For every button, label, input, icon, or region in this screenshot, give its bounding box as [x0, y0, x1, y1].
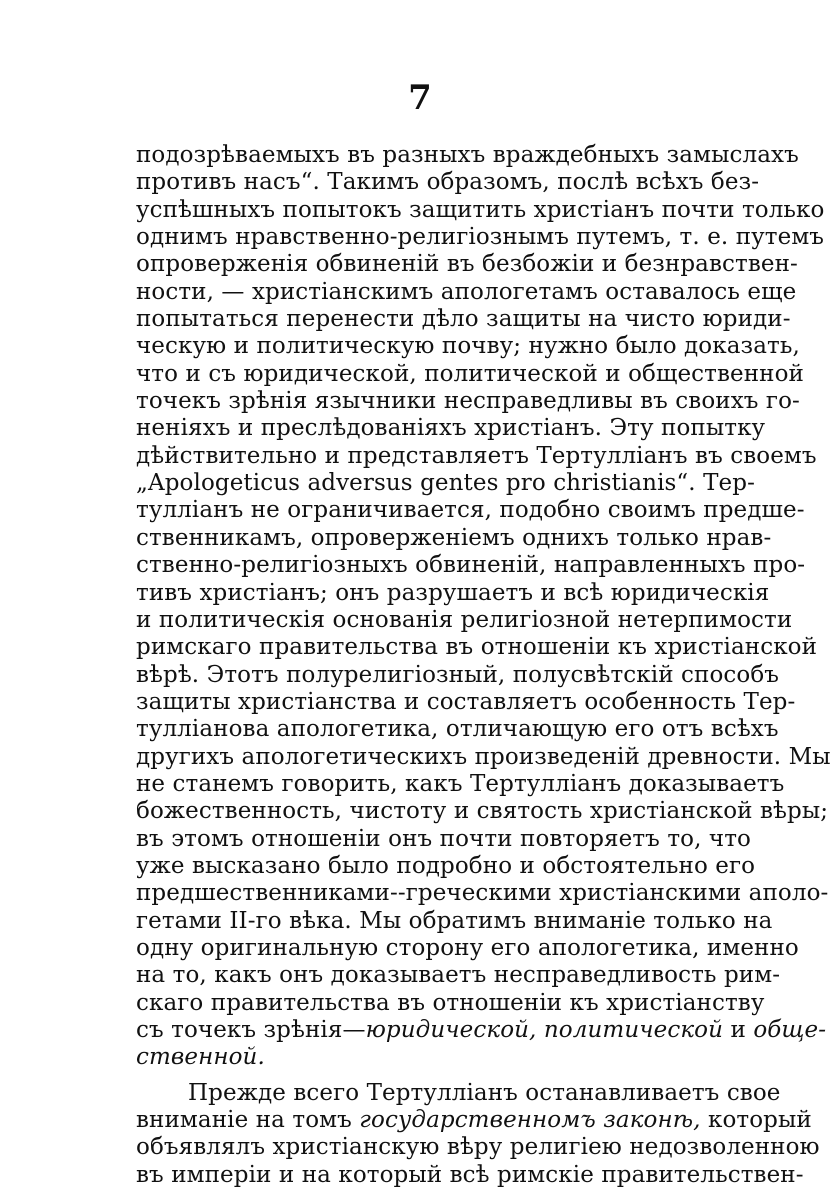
text-line: подозрѣваемыхъ въ разныхъ враждебныхъ замыслахъ	[136, 142, 799, 168]
text-line	[136, 1107, 812, 1134]
text-line: въ имперіи и на который всѣ римскіе правительствен-	[136, 1161, 804, 1188]
line-text: и	[730, 1017, 746, 1043]
italic-text: политической	[543, 1017, 724, 1043]
body-text	[136, 142, 831, 1189]
text-line: что и съ юридической, политической и общественной	[136, 360, 804, 387]
line-text: вниманіе на томъ	[136, 1107, 352, 1134]
text-line: въ этомъ отношеніи онъ почти повторяетъ то, что	[136, 825, 751, 852]
line-text: съ точекъ зрѣнія—	[136, 1017, 366, 1043]
text-line: точекъ зрѣнія язычники несправедливы въ своихъ го-	[136, 388, 800, 415]
italic-text: обще-	[753, 1017, 827, 1043]
text-line: успѣшныхъ попытокъ защитить христіанъ почти только	[136, 196, 825, 223]
text-line: дѣйствительно и представляетъ Тертулліанъ въ своемъ	[136, 442, 817, 469]
text-line: не станемъ говорить, какъ Тертулліанъ доказываетъ	[136, 770, 785, 797]
text-line: тулліанова апологетика, отличающую его отъ всѣхъ	[136, 716, 779, 743]
text-line: на то, какъ онъ доказываетъ несправедливость рим-	[136, 962, 781, 989]
page-number: 7	[408, 78, 432, 118]
text-line: другихъ апологетическихъ произведеній древности. Мы	[136, 743, 831, 770]
text-line: ственникамъ, опроверженіемъ однихъ только нрав-	[136, 524, 772, 551]
text-line: скаго правительства въ отношеніи къ христіанству	[136, 989, 765, 1016]
text-line: однимъ нравственно-религіознымъ путемъ, т. е. путемъ	[136, 224, 825, 251]
text-line: опроверженія обвиненій въ безбожіи и безнравствен-	[136, 251, 798, 278]
paragraph-1	[136, 142, 831, 1017]
text-line: противъ насъ“. Такимъ образомъ, послѣ всѣхъ без-	[136, 169, 760, 196]
italic-text: юридической,	[365, 1017, 537, 1043]
text-line: Прежде всего Тертулліанъ останавливаетъ свое	[188, 1079, 781, 1106]
text-line: ческую и политическую почву; нужно было доказать,	[136, 333, 800, 360]
text-line	[136, 1017, 827, 1044]
text-line: объявлялъ христіанскую вѣру религіею недозволенною	[136, 1134, 820, 1161]
text-line: неніяхъ и преслѣдованіяхъ христіанъ. Эту попытку	[136, 415, 766, 442]
text-line: „Apologeticus adversus gentes pro christianis“. Тер-	[136, 470, 755, 497]
paragraph-gap	[136, 1072, 726, 1080]
text-line: защиты христіанства и составляетъ особенность Тер-	[136, 688, 796, 715]
text-line: гетами II-го вѣка. Мы обратимъ вниманіе только на	[136, 907, 773, 934]
text-line: вѣрѣ. Этотъ полурелигіозный, полусвѣтскій способъ	[136, 661, 780, 688]
text-line: ности, — христіанскимъ апологетамъ оставалось еще	[136, 278, 797, 305]
text-line: попытаться перенести дѣло защиты на чисто юриди-	[136, 306, 791, 333]
text-line: римскаго правительства въ отношеніи къ христіанской	[136, 634, 818, 661]
text-line: уже высказано было подробно и обстоятельно его	[136, 852, 756, 879]
text-line: и политическія основанія религіозной нетерпимости	[136, 606, 793, 633]
text-line: божественность, чистоту и святость христіанской вѣры;	[136, 798, 829, 825]
italic-text: государственномъ законѣ,	[359, 1107, 701, 1134]
text-line: тулліанъ не ограничивается, подобно своимъ предше-	[136, 497, 805, 524]
text-line: одну оригинальную сторону его апологетика, именно	[136, 934, 799, 961]
line-text: который	[707, 1107, 812, 1134]
text-line: тивъ христіанъ; онъ разрушаетъ и всѣ юридическія	[136, 579, 770, 606]
text-line: ственно-религіозныхъ обвиненій, направленныхъ про-	[136, 552, 806, 579]
text-line: ственной.	[136, 1044, 265, 1071]
text-line: предшественниками--греческими христіанскими аполо-	[136, 880, 829, 907]
